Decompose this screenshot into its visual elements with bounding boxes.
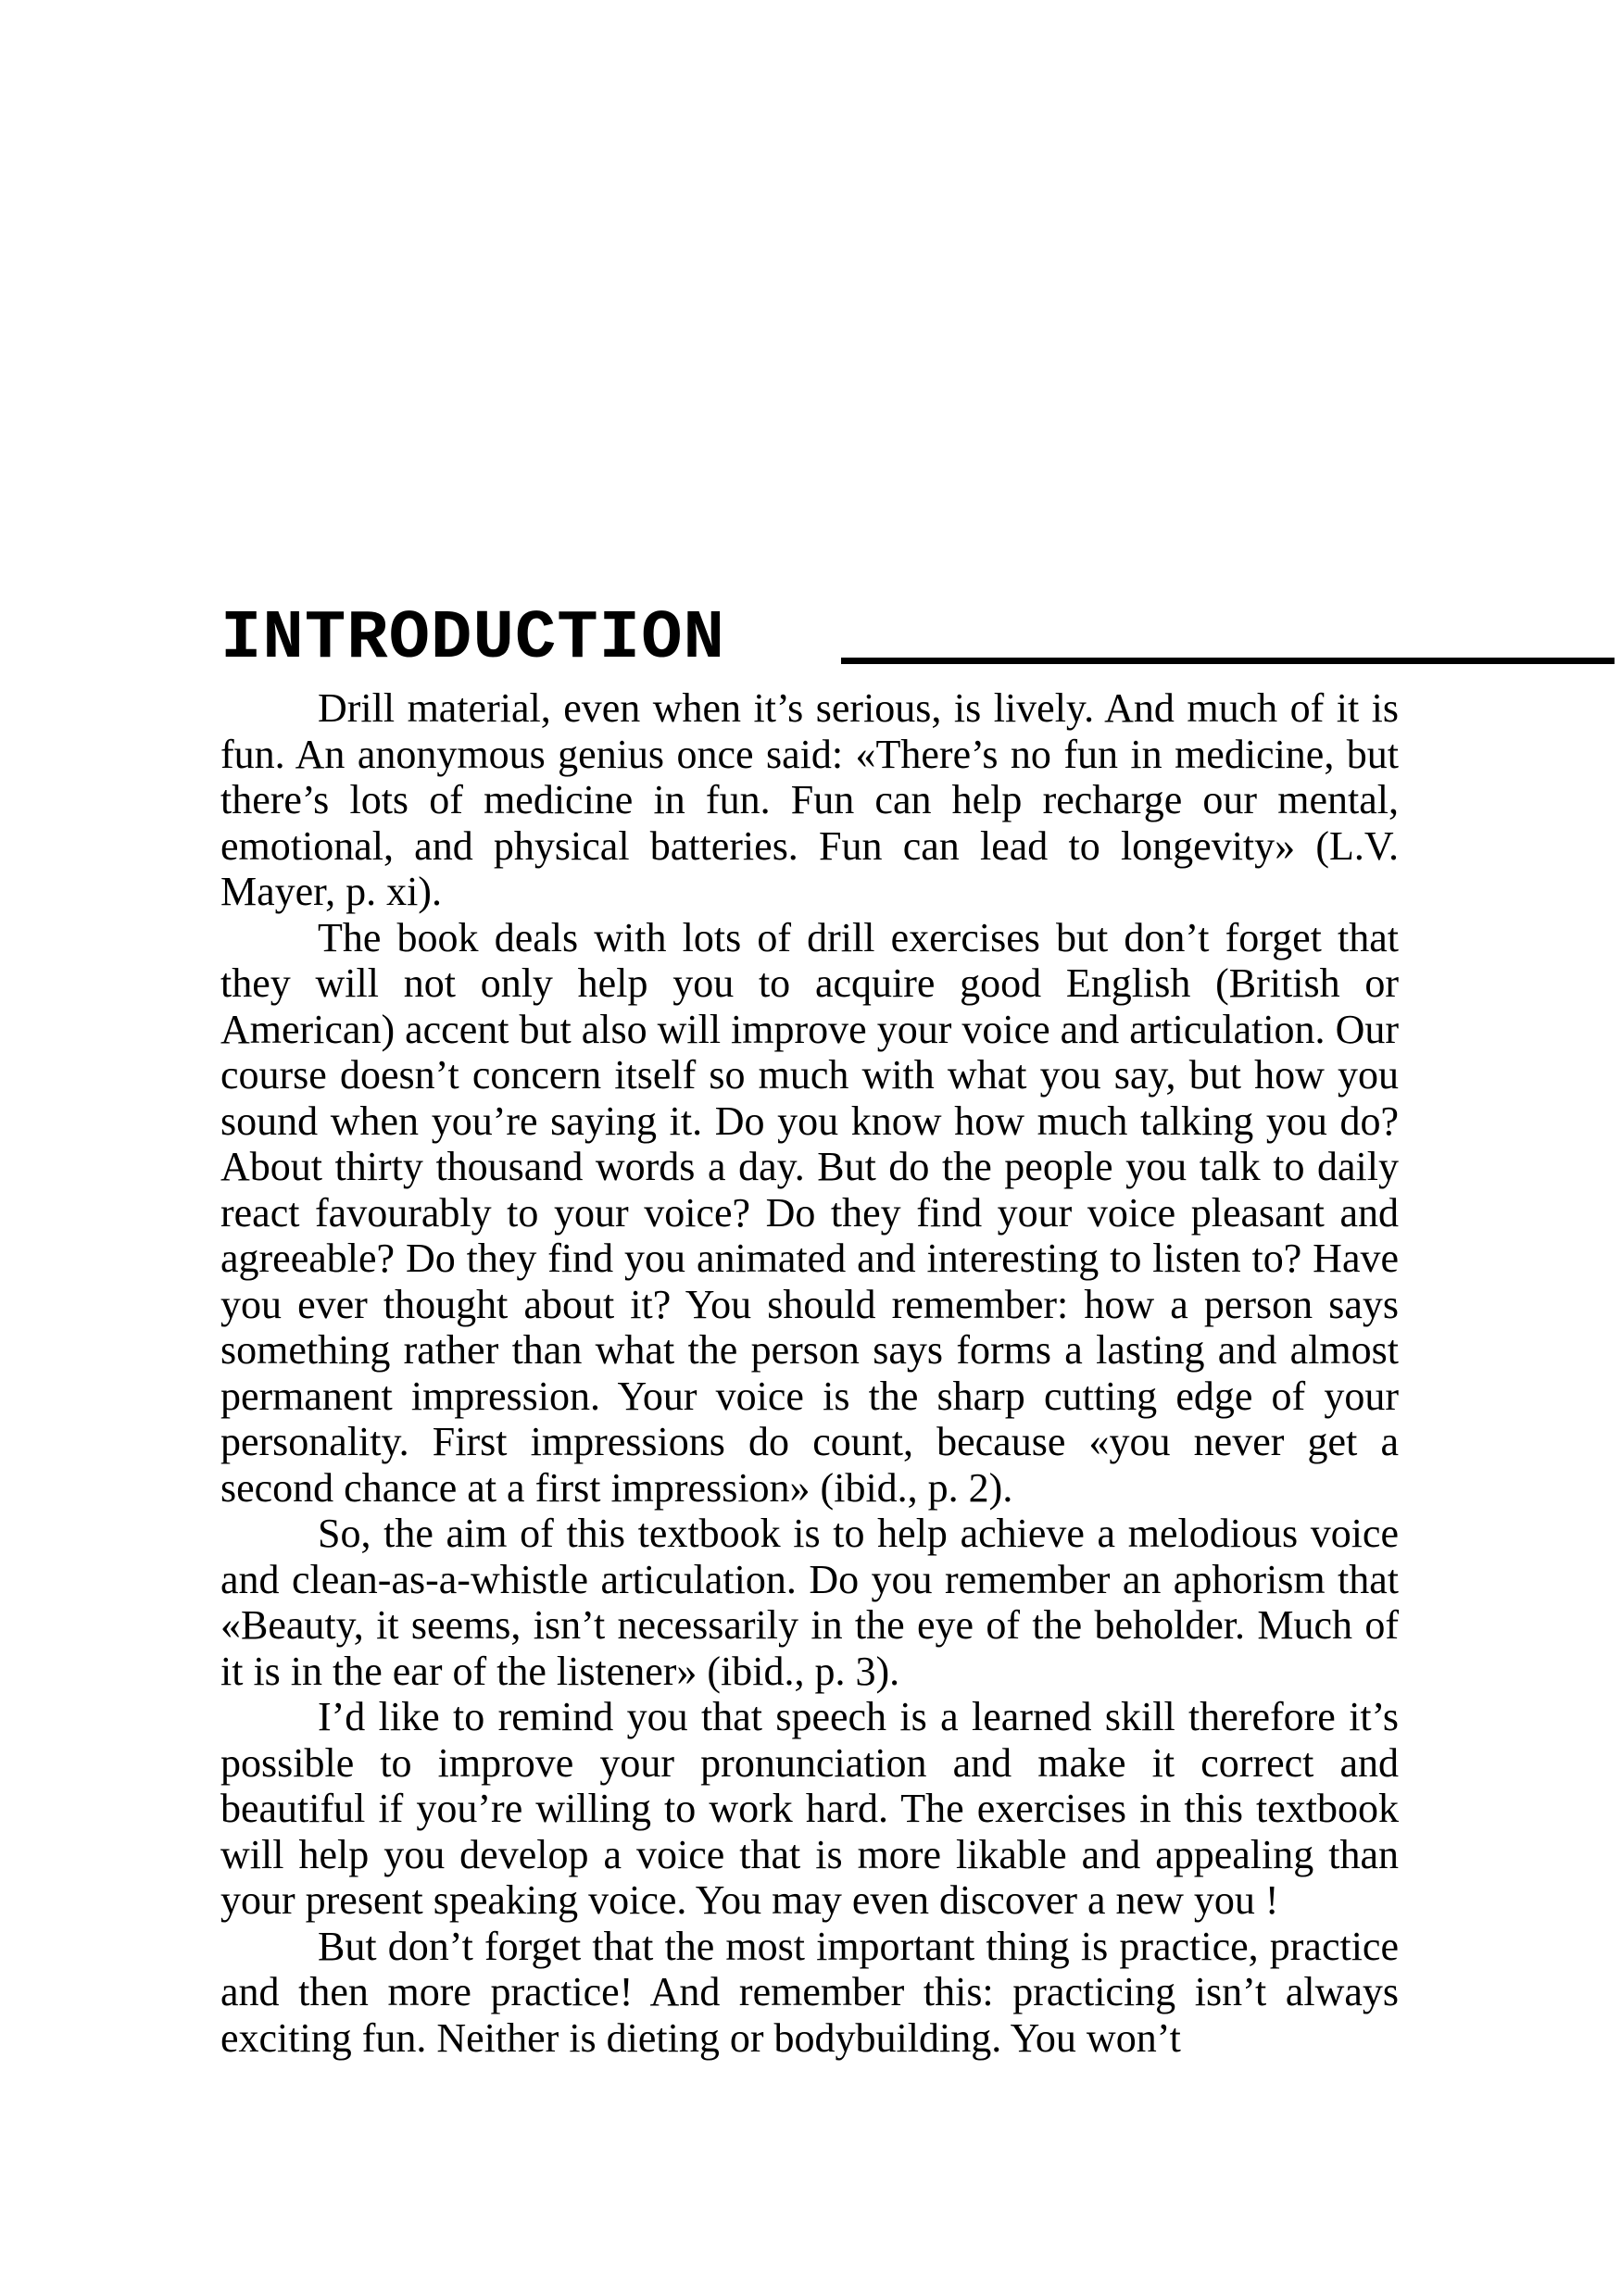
chapter-heading	[220, 593, 1406, 685]
paragraph-3: So, the aim of this textbook is to help achieve a melodious voice and clean-as-a-whistle articulation. Do you remember an aphorism that «Beauty, it seems, isn’t necessarily in the eye of the beholder. Much of it is in the ear of the listener» (ibid., p. 3).	[220, 1511, 1399, 1694]
paragraph-5: But don’t forget that the most important thing is practice, practice and then more practice! And remember this: practicing isn’t always exciting fun. Neither is dieting or bodybuilding. You won’t	[220, 1923, 1399, 2061]
heading-rule	[841, 658, 1615, 664]
body-text	[220, 685, 1399, 2061]
paragraph-1: Drill material, even when it’s serious, is lively. And much of it is fun. An anonymous genius once said: «There’s no fun in medicine, but there’s lots of medicine in fun. Fun can help recharge our mental, emotional, and physical batteries. Fun can lead to longevity» (L.V. Mayer, p. xi).	[220, 685, 1399, 914]
paragraph-2: The book deals with lots of drill exercises but don’t forget that they will not only help you to acquire good English (British or American) accent but also will improve your voice and articulation. Our course doesn’t concern itself so much with what you say, but how you sound when you’re saying it. Do you know how much talking you do? About thirty thousand words a day. But do the people you talk to daily react favourably to your voice? Do they find your voice pleasant and agreeable? Do they find you animated and interesting to listen to? Have you ever thought about it? You should remember: how a person says something rather than what the person says forms a lasting and almost permanent impression. Your voice is the sharp cutting edge of your personality. First impressions do count, because «you never get a second chance at a first impression» (ibid., p. 2).	[220, 914, 1399, 1511]
paragraph-4: I’d like to remind you that speech is a learned skill therefore it’s possible to improve your pronunciation and make it correct and beautiful if you’re willing to work hard. The exercises in this textbook will help you develop a voice that is more likable and appealing than your present speaking voice. You may even discover a new you !	[220, 1694, 1399, 1923]
chapter-title: INTRODUCTION	[220, 600, 725, 678]
